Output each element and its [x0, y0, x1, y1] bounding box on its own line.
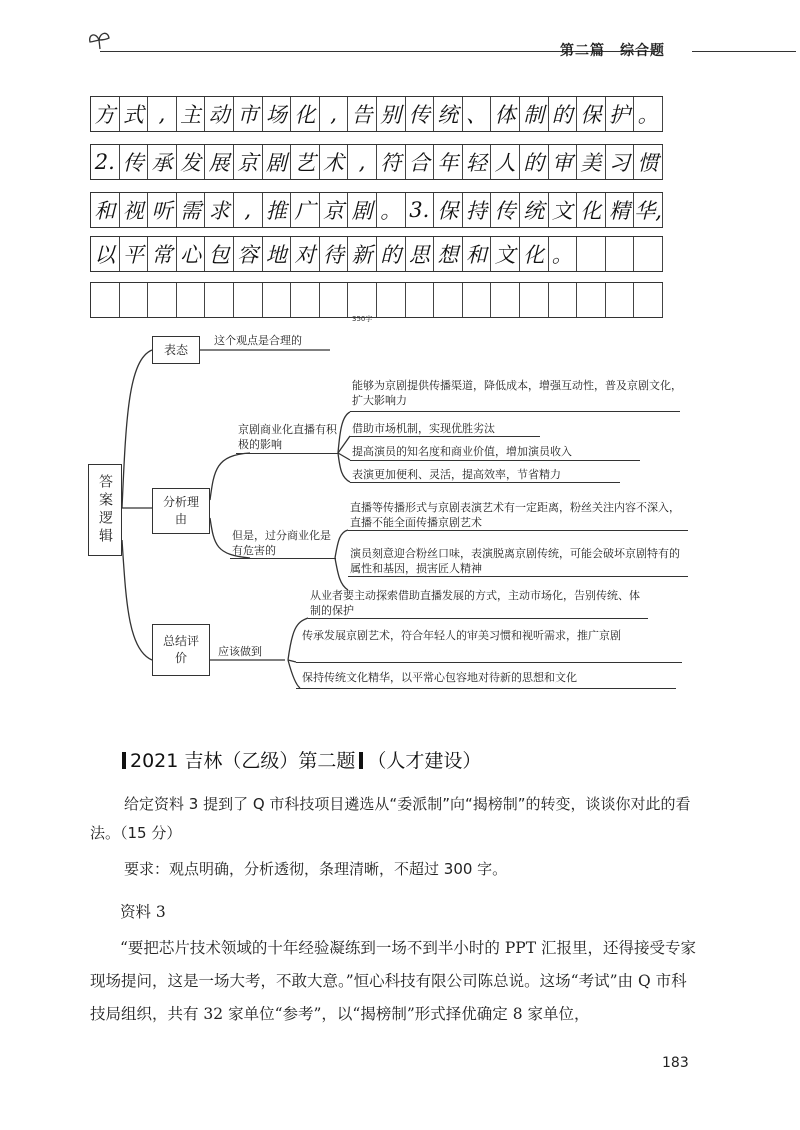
answer-grid-cell: 式: [120, 97, 149, 131]
negative-item-2-underline: [348, 576, 688, 577]
conclusion-item-3: 保持传统文化精华，以平常心包容地对待新的思想和文化: [302, 671, 577, 684]
answer-grid-cell: 平: [120, 237, 149, 271]
answer-grid-cell: 。: [549, 237, 578, 271]
analysis-positive-underline: [236, 453, 338, 454]
answer-grid-cell: 化: [520, 237, 549, 271]
conclusion-item-3-underline: [296, 688, 676, 689]
negative-item-1-underline: [348, 530, 688, 531]
answer-grid-cell: 包: [205, 237, 234, 271]
conclusion-item-2: 传承发展京剧艺术，符合年轻人的审美习惯和视听需求，推广京剧: [302, 629, 621, 642]
answer-grid-cell: 3.: [406, 193, 435, 227]
answer-grid-cell: 统: [434, 97, 463, 131]
conclusion-item-1-underline: [308, 618, 648, 619]
answer-grid-cell: 展: [205, 145, 234, 179]
answer-grid-cell: 京: [320, 193, 349, 227]
branch-stance: 表态: [152, 336, 200, 364]
answer-grid-cell: 文: [491, 237, 520, 271]
answer-grid-cell: 化: [291, 97, 320, 131]
answer-grid-cell: 美: [577, 145, 606, 179]
conclusion-mid-label: 应该做到: [218, 645, 262, 658]
question-requirements: 要求：观点明确，分析透彻，条理清晰，不超过 300 字。: [124, 860, 508, 878]
material-text: “要把芯片技术领域的十年经验凝练到一场不到半小时的 PPT 汇报里，还得接受专家现场提问，这是一场大考，不敢大意。”恒心科技有限公司陈总说。这场“考试”由 Q 市科技局组织，共有 32 家单位“参考”，以“揭榜制”形式择优确定 8 家单位，: [90, 939, 696, 1023]
answer-grid-cell: ,: [234, 193, 263, 227]
answer-grid-cell: 和: [91, 193, 120, 227]
answer-grid-cell: 人: [491, 145, 520, 179]
answer-grid-cell: 文: [549, 193, 578, 227]
answer-grid-cell: 传: [120, 145, 149, 179]
positive-item-4-underline: [350, 482, 620, 483]
answer-grid-cell: 京: [234, 145, 263, 179]
positive-item-2-underline: [350, 436, 540, 437]
positive-item-4: 表演更加便利、灵活，提高效率，节省精力: [352, 468, 561, 481]
answer-grid-cell: ,: [320, 97, 349, 131]
branch-analysis: 分析理由: [152, 488, 210, 534]
branch-conclusion: 总结评价: [152, 624, 210, 676]
answer-grid-cell: 方: [91, 97, 120, 131]
answer-grid-cell: 想: [434, 237, 463, 271]
answer-grid-cell: 合: [406, 145, 435, 179]
answer-grid-cell: 承: [148, 145, 177, 179]
positive-item-3-underline: [350, 460, 640, 461]
negative-item-1: 直播等传播形式与京剧表演艺术有一定距离，粉丝关注内容不深入，直播不能全面传播京剧艺术: [350, 501, 680, 529]
answer-grid-cell: 统: [520, 193, 549, 227]
answer-grid-cell: 习: [606, 145, 635, 179]
answer-grid-cell: 求: [205, 193, 234, 227]
positive-item-2: 借助市场机制，实现优胜劣汰: [352, 422, 495, 435]
answer-grid-cell: 常: [148, 237, 177, 271]
positive-item-3: 提高演员的知名度和商业价值，增加演员收入: [352, 445, 572, 458]
answer-grid-cell: 保: [434, 193, 463, 227]
answer-grid-cell: 场: [263, 97, 292, 131]
answer-grid-cell: 艺: [291, 145, 320, 179]
grid-word-count: 350字: [352, 315, 373, 323]
answer-grid-cell: 市: [234, 97, 263, 131]
answer-grid-cell: 推: [263, 193, 292, 227]
answer-grid-cell: 的: [377, 237, 406, 271]
answer-grid-cell: 年: [434, 145, 463, 179]
answer-grid-cell: 对: [291, 237, 320, 271]
answer-grid-cell: 需: [177, 193, 206, 227]
conclusion-item-2-underline: [296, 662, 682, 663]
answer-grid-cell: 的: [520, 145, 549, 179]
answer-grid-cell: 听: [148, 193, 177, 227]
answer-grid-cell: 和: [463, 237, 492, 271]
answer-grid-cell: 待: [320, 237, 349, 271]
analysis-negative-underline: [230, 558, 336, 559]
question-heading: 2021 吉林（乙级）第二题 （人才建设）: [118, 746, 481, 773]
answer-grid-cell: 、: [463, 97, 492, 131]
answer-grid-cell: 容: [234, 237, 263, 271]
heading-bar-left: [122, 752, 126, 769]
page-number: 183: [662, 1055, 689, 1071]
answer-grid-cell: 2.: [91, 145, 120, 179]
answer-grid-cell: 符: [377, 145, 406, 179]
negative-item-2: 演员刻意迎合粉丝口味，表演脱离京剧传统，可能会破坏京剧特有的属性和基因，损害匠人精神: [350, 547, 680, 575]
section-title: 第二篇 综合题: [560, 43, 665, 59]
answer-grid-cell: 新: [348, 237, 377, 271]
mindmap-root: 答案逻辑: [88, 464, 122, 556]
answer-grid-cell: 制: [520, 97, 549, 131]
answer-grid-cell: 传: [406, 97, 435, 131]
analysis-negative-label: 但是，过分商业化是有危害的: [232, 529, 331, 557]
answer-grid-cell: 术: [320, 145, 349, 179]
heading-bar-right: [359, 752, 363, 769]
answer-grid-cell: 发: [177, 145, 206, 179]
stance-leaf: 这个观点是合理的: [214, 334, 302, 347]
answer-grid-cell: 华,: [634, 193, 663, 227]
answer-grid-cell: 体: [491, 97, 520, 131]
answer-grid-cell: 精: [606, 193, 635, 227]
answer-grid-cell: ,: [148, 97, 177, 131]
answer-grid-cell: 思: [406, 237, 435, 271]
answer-grid-cell: 惯: [634, 145, 663, 179]
answer-grid-cell: 剧: [263, 145, 292, 179]
positive-item-1: 能够为京剧提供传播渠道，降低成本，增强互动性，普及京剧文化，扩大影响力: [352, 379, 682, 407]
answer-grid-cell: 轻: [463, 145, 492, 179]
positive-item-1-underline: [350, 411, 680, 412]
answer-grid-cell: 护: [606, 97, 635, 131]
answer-grid-cell: 的: [549, 97, 578, 131]
answer-grid-cell: 视: [120, 193, 149, 227]
answer-grid-cell: 审: [549, 145, 578, 179]
answer-grid-cell: 动: [205, 97, 234, 131]
analysis-positive-label: 京剧商业化直播有积极的影响: [238, 423, 337, 451]
answer-grid-cell: 传: [491, 193, 520, 227]
answer-grid-cell: 别: [377, 97, 406, 131]
answer-grid-cell: 保: [577, 97, 606, 131]
conclusion-item-1: 从业者要主动探索借助直播发展的方式，主动市场化，告别传统、体制的保护: [310, 589, 640, 617]
answer-grid-cell: 以: [91, 237, 120, 271]
answer-grid-cell: 心: [177, 237, 206, 271]
answer-grid-cell: 地: [263, 237, 292, 271]
answer-grid-cell: 剧: [348, 193, 377, 227]
answer-grid-cell: 。: [634, 97, 663, 131]
answer-grid-cell: 主: [177, 97, 206, 131]
answer-grid-cell: 持: [463, 193, 492, 227]
question-prompt: 给定资料 3 提到了 Q 市科技项目遴选从“委派制”向“揭榜制”的转变，谈谈你对此的看法。（15 分）: [90, 795, 691, 842]
answer-grid-cell: 广: [291, 193, 320, 227]
material-label: 资料 3: [120, 903, 166, 921]
answer-grid-cell: 。: [377, 193, 406, 227]
answer-grid-cell: 化: [577, 193, 606, 227]
answer-grid-cell: ,: [348, 145, 377, 179]
answer-grid-cell: 告: [348, 97, 377, 131]
